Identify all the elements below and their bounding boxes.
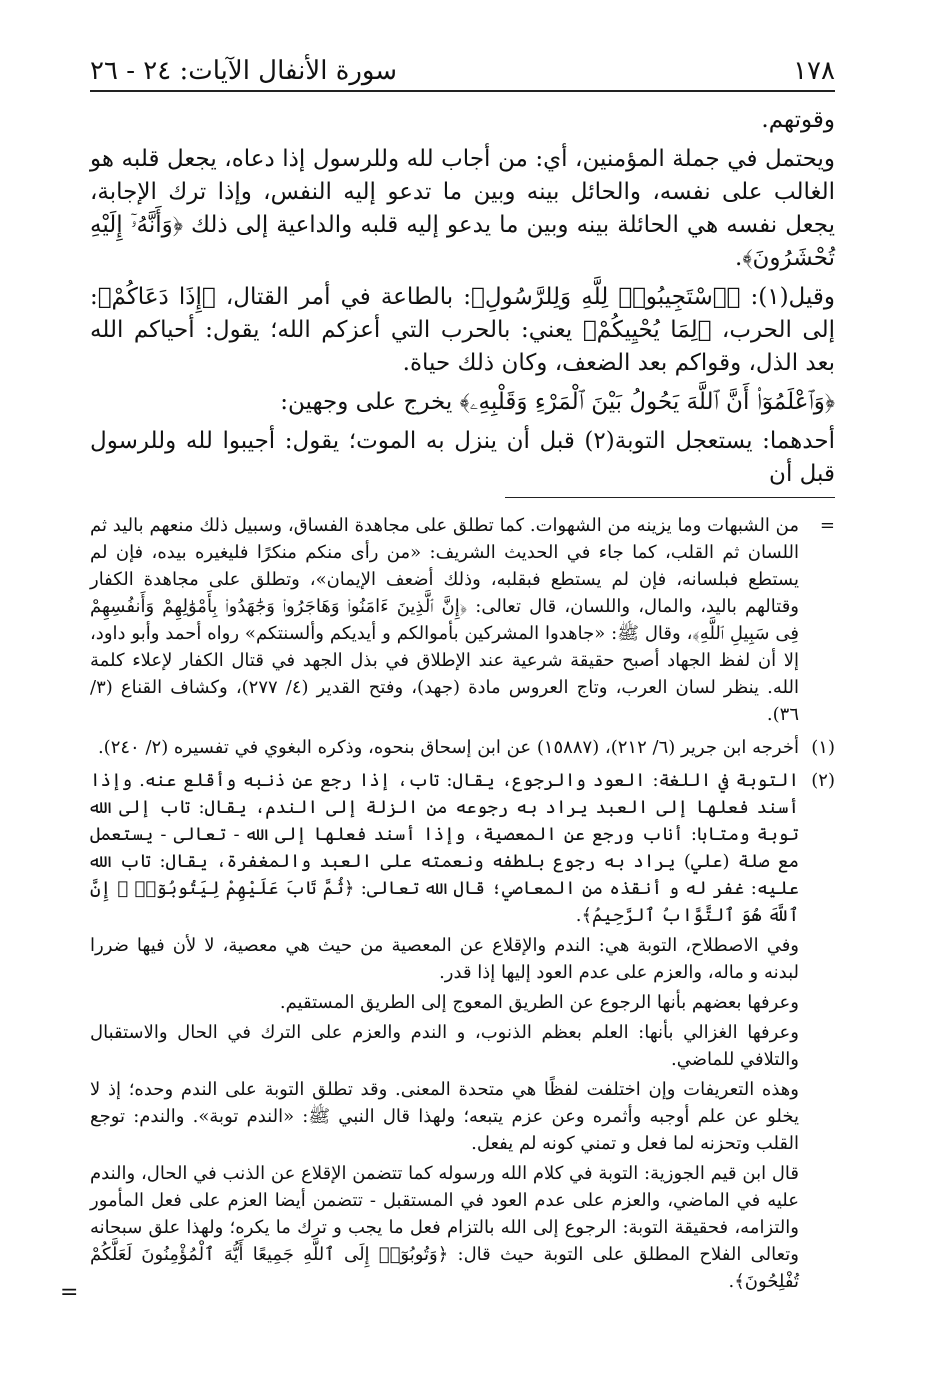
running-title: سورة الأنفال الآيات: ٢٤ - ٢٦ [90, 56, 398, 86]
main-paragraph: أحدهما: يستعجل التوبة(٢) قبل أن ينزل به الموت؛ يقول: أجيبوا لله وللرسول قبل أن [90, 428, 835, 487]
page-number: ١٧٨ [793, 56, 835, 86]
footnote-paragraph: وهذه التعريفات وإن اختلفت لفظًا هي متحدة المعنى. وقد تطلق التوبة على الندم وحده؛ إذ لا يخلو عن علم أوجبه وأثمره وعن عزم يتبعه؛ ولهذا قال النبي ﷺ: «الندم توبة». والندم: توجع القلب وتحزنه لما فعل و تمني كونه لم يفعل. [90, 1079, 799, 1154]
footnote-number: (١) [811, 737, 835, 758]
footnote-paragraph: أخرجه ابن جرير (٦/ ٢١٢)، (١٥٨٨٧) عن ابن إسحاق بنحوه، وذكره البغوي في تفسيره (٢/ ٢٤٠). [97, 737, 799, 758]
footnote-paragraph: وعرفها الغزالي بأنها: العلم بعظم الذنوب، و الندم والعزم على الترك في الحال والاستقبال والتلافي للماضي. [90, 1022, 799, 1070]
footnote-paragraph: قال ابن قيم الجوزية: التوبة في كلام الله ورسوله كما تتضمن الإقلاع عن الذنب في الحال، والندم عليه في الماضي، والعزم على عدم العود في المستقبل - تتضمن أيضا العزم على فعل المأمور والتزامه، فحقيقة التوبة: الرجوع إلى الله بالتزام فعل ما يجب و ترك ما يكره؛ ولهذا علق سبحانه وتعالى الفلاح المطلق على التوبة حيث قال: ﴿وَتُوبُوٓا۟ إِلَى ٱللَّهِ جَمِيعًا أَيُّهَ ٱلْمُؤْمِنُونَ لَعَلَّكُمْ تُفْلِحُونَ﴾. [90, 1163, 799, 1292]
footnote-paragraph: من الشبهات وما يزينه من الشهوات. كما تطلق على مجاهدة الفساق، وسبيل ذلك منعهم باليد ثم اللسان ثم القلب، كما جاء في الحديث الشريف: «من رأى منكم منكرًا فليغيره بيده، فإن لم يستطع فبلسانه، فإن لم يستطع فبقلبه، وذلك أضعف الإيمان»، وتطلق على مجاهدة الكفار وقتالهم باليد، والمال، واللسان، قال تعالى: ﴿إِنَّ ٱلَّذِينَ ءَامَنُوا۟ وَهَاجَرُوا۟ وَجَٰهَدُوا۟ بِأَمْوَٰلِهِمْ وَأَنفُسِهِمْ فِى سَبِيلِ ٱللَّهِ﴾، وقال ﷺ: «جاهدوا المشركين بأموالكم و أيديكم وألسنتكم» رواه أحمد وأبو داود، إلا أن لفظ الجهاد أصبح حقيقة شرعية عند الإطلاق في بذل الجهد في قتال الكفار لإعلاء كلمة الله. ينظر لسان العرب، وتاج العروس مادة (جهد)، وفتح القدير (٤/ ٢٧٧)، وكشاف القناع (٣/ ٣٦). [90, 515, 800, 725]
main-paragraph: وقوتهم. [761, 107, 835, 133]
footnote-number: (٢) [811, 770, 835, 791]
footnote-paragraph: وفي الاصطلاح، التوبة هي: الندم والإقلاع عن المعصية من حيث هي معصية، لا لأن فيها ضررا لبدنه و ماله، والعزم على عدم العود إليها إذا قدر. [90, 935, 799, 983]
continuation-mark: = [819, 515, 835, 536]
footnote-2 [90, 767, 835, 1298]
footnote-separator [505, 497, 835, 498]
page-header [90, 30, 835, 92]
main-paragraph: وقيل(١): ﴿ٱسْتَجِيبُوا۟ لِلَّهِ وَلِلرَّسُولِ﴾: بالطاعة في أمر القتال، ﴿إِذَا دَعَاكُمْ﴾: إلى الحرب، ﴿لِمَا يُحْيِيكُمْ﴾ يعني: بالحرب التي أعزكم الله؛ يقول: أحياكم الله بعد الذل، وقواكم بعد الضعف، وكان ذلك حياة. [90, 284, 835, 376]
footnote-paragraph: التوبة في اللغة: العود والرجوع، يقال: تاب، إذا رجع عن ذنبه وأقلع عنه. وإذا أسند فعلها إلى العبد يراد به رجوعه من الزلة إلى الندم، يقال: تاب إلى الله توبة ومتابا: أناب ورجع عن المعصية، وإذا أسند فعلها إلى الله - تعالى - يستعمل مع صلة (علي) يراد به رجوع بلطفه ونعمته على العبد والمغفرة، يقال: تاب الله عليه: غفر له و أنقذه من المعاصي؛ قال الله تعالى: ﴿ثُمَّ تَابَ عَلَيْهِمْ لِيَتُوبُوٓا۟ ۚ إِنَّ ٱللَّهَ هُوَ ٱلتَّوَّابُ ٱلرَّحِيمُ﴾. [90, 770, 800, 926]
book-page [90, 30, 835, 1301]
main-text [90, 104, 835, 491]
continuation-end-mark: = [60, 1280, 79, 1305]
main-paragraph: ويحتمل في جملة المؤمنين، أي: من أجاب لله وللرسول إذا دعاه، يجعل قلبه هو الغالب على نفسه، والحائل بينه وبين ما تدعو إليه النفس، وإذا ترك الإجابة، يجعل نفسه هي الحائلة بينه وبين ما يدعو إليه قلبه والداعية إلى ذلك ﴿وَأَنَّهُۥٓ إِلَيْهِ تُحْشَرُونَ﴾. [90, 146, 835, 271]
main-paragraph: ﴿وَٱعْلَمُوٓا۟ أَنَّ ٱللَّهَ يَحُولُ بَيْنَ ٱلْمَرْءِ وَقَلْبِهِۦ﴾ يخرج على وجهين: [280, 389, 835, 415]
footnote-1 [90, 734, 835, 764]
footnote-continued [90, 512, 835, 731]
footnotes [90, 512, 835, 1298]
footnote-paragraph: وعرفها بعضهم بأنها الرجوع عن الطريق المعوج إلى الطريق المستقيم. [279, 992, 799, 1013]
